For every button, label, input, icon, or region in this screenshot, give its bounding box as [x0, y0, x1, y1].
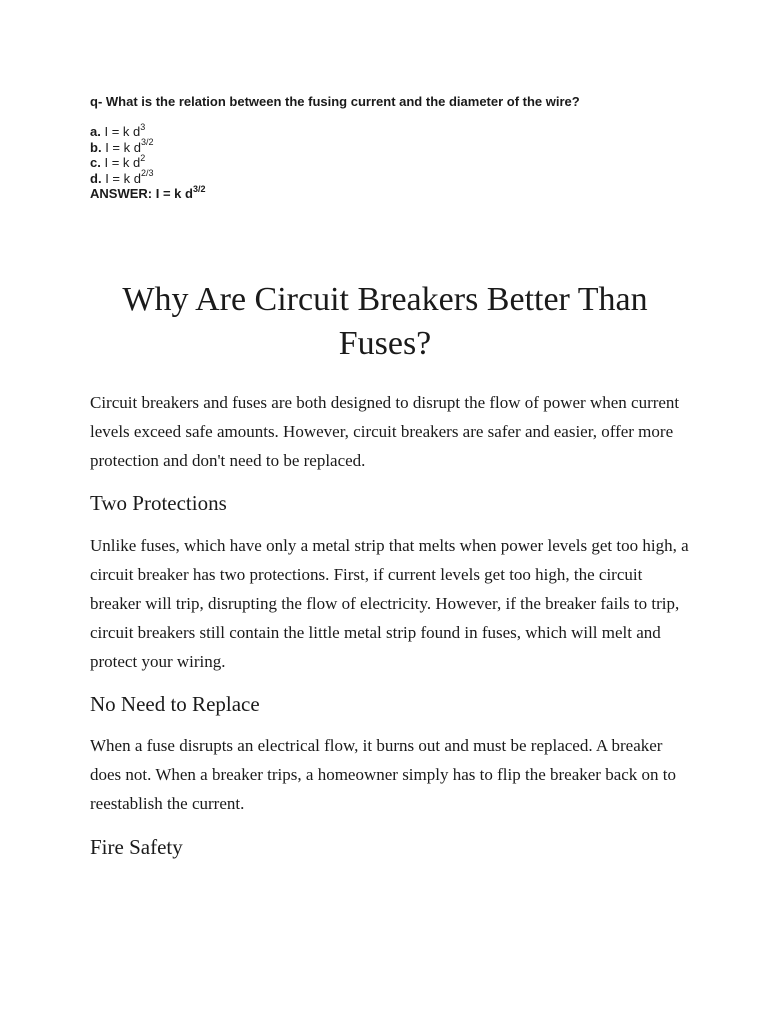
option-exponent: 2/3 — [140, 168, 154, 179]
quiz-option-a — [90, 121, 690, 140]
option-exponent: 3/2 — [140, 137, 154, 148]
option-letter: d. — [90, 170, 102, 186]
option-formula: I = k d — [104, 124, 141, 139]
option-formula: I = k d — [105, 139, 141, 155]
quiz-answer — [90, 183, 690, 201]
option-letter: c. — [90, 155, 101, 170]
quiz-option-c — [90, 152, 690, 171]
quiz-option-d — [90, 168, 690, 187]
option-formula: I = k d — [104, 155, 141, 170]
section-heading-fire-safety: Fire Safety — [90, 835, 183, 859]
quiz-option-b — [90, 137, 690, 156]
section-text-no-need-to-replace: When a fuse disrupts an electrical flow, it burns out and must be replaced. A breaker does not. When a breaker trips, a homeowner simply has to flip the breaker back on to reestablish the current. — [90, 736, 677, 813]
section-text-two-protections: Unlike fuses, which have only a metal strip that melts when power levels get too high, a circuit breaker has two protections. First, if current levels get too high, the circuit breaker will trip, disrupting the flow of electricity. However, if the breaker fails to trip, circuit breakers still contain the little metal strip found in fuses, which will melt and protect your wiring. — [90, 536, 689, 671]
article-title: Why Are Circuit Breakers Better Than Fuses? — [122, 281, 648, 362]
section-heading-two-protections: Two Protections — [90, 491, 227, 515]
option-exponent: 2 — [140, 152, 146, 163]
answer-exponent: 3/2 — [192, 183, 206, 194]
quiz-block — [90, 94, 690, 201]
option-exponent: 3 — [140, 121, 146, 132]
option-formula: I = k d — [105, 170, 141, 186]
quiz-question: q- What is the relation between the fusing current and the diameter of the wire? — [90, 94, 580, 109]
option-letter: a. — [90, 124, 101, 139]
answer-label: ANSWER: I = k d — [90, 186, 193, 201]
article-intro: Circuit breakers and fuses are both designed to disrupt the flow of power when current levels exceed safe amounts. However, circuit breakers are safer and easier, offer more protection and don't need to be replaced. — [90, 393, 680, 470]
section-heading-no-need-to-replace: No Need to Replace — [90, 692, 260, 716]
option-letter: b. — [90, 139, 102, 155]
